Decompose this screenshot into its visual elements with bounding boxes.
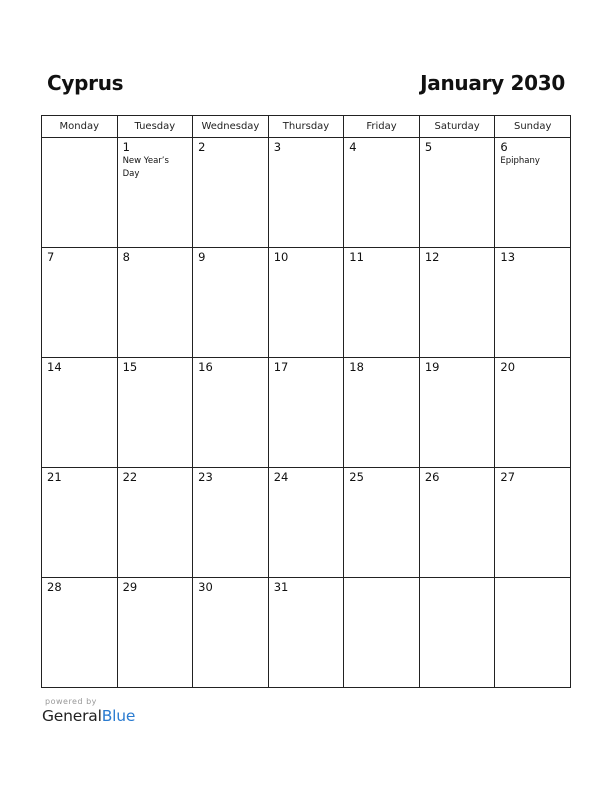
day-cell [42,138,118,248]
day-number: 27 [500,470,516,484]
day-number: 28 [47,580,62,594]
day-number: 7 [47,250,55,264]
week-row [42,248,571,358]
day-cell [268,578,344,688]
day-cell [42,578,118,688]
day-number: 12 [424,250,440,264]
week-row [42,138,571,248]
day-cell [193,578,269,688]
day-number: 23 [198,470,213,484]
country-title: Cyprus [47,71,124,95]
day-cell [117,248,193,358]
day-number: 9 [198,250,206,264]
day-number: 1 [122,140,130,154]
day-cell [268,468,344,578]
day-number: 6 [500,140,508,154]
day-cell [193,468,269,578]
week-row [42,358,571,468]
weekday-header: Saturday [419,116,495,138]
day-cell [419,578,495,688]
day-cell [419,138,495,248]
day-number: 14 [47,360,62,374]
day-cell [193,358,269,468]
day-cell [419,248,495,358]
day-cell [117,578,193,688]
day-cell [42,248,118,358]
day-number: 16 [198,360,213,374]
day-cell [495,248,571,358]
week-row [42,468,571,578]
weekday-header: Wednesday [193,116,269,138]
day-cell [117,468,193,578]
day-cell [495,468,571,578]
day-cell [419,358,495,468]
day-cell [193,138,269,248]
holiday-label: New Year’s Day [122,156,169,179]
day-number: 11 [349,250,364,264]
day-cell [344,248,420,358]
day-number: 21 [47,470,62,484]
day-cell [495,578,571,688]
brand-part-general: General [42,707,102,725]
day-number: 20 [500,360,516,374]
day-number: 18 [349,360,364,374]
day-cell [268,248,344,358]
day-cell [344,468,420,578]
day-cell [344,358,420,468]
weekday-header-row [42,116,571,138]
day-cell [344,138,420,248]
day-cell [117,358,193,468]
day-number: 29 [122,580,138,594]
day-number: 25 [349,470,364,484]
month-title: January 2030 [420,71,565,95]
day-cell [419,468,495,578]
calendar-grid [41,115,571,688]
day-cell [495,138,571,248]
day-cell [268,138,344,248]
week-row [42,578,571,688]
holiday-label [193,154,268,155]
day-number: 22 [122,470,138,484]
day-number: 8 [122,250,130,264]
powered-by-label: powered by [45,697,97,706]
weekday-header: Monday [42,116,118,138]
day-number: 19 [424,360,440,374]
day-number: 15 [122,360,138,374]
weekday-header: Sunday [495,116,571,138]
day-number: 13 [500,250,516,264]
weekday-header: Tuesday [117,116,193,138]
day-number: 10 [273,250,289,264]
weekday-header: Thursday [268,116,344,138]
day-cell [42,358,118,468]
day-number: 3 [273,140,282,154]
holiday-label [420,154,495,155]
day-number: 24 [273,470,289,484]
day-number: 26 [424,470,440,484]
day-cell [268,358,344,468]
holiday-label [42,141,117,142]
day-number: 31 [273,580,289,594]
holiday-label: Epiphany [500,156,540,166]
day-cell [42,468,118,578]
brand-part-blue: Blue [101,707,136,725]
day-number: 4 [349,140,357,154]
day-cell [117,138,193,248]
generalblue-logo[interactable] [42,707,135,725]
weekday-header: Friday [344,116,420,138]
day-number: 30 [198,580,213,594]
day-cell [193,248,269,358]
day-number: 2 [198,140,206,154]
day-cell [495,358,571,468]
day-number: 5 [424,140,433,154]
day-cell [344,578,420,688]
holiday-label [344,154,419,155]
day-number: 17 [273,360,289,374]
holiday-label [269,154,344,155]
